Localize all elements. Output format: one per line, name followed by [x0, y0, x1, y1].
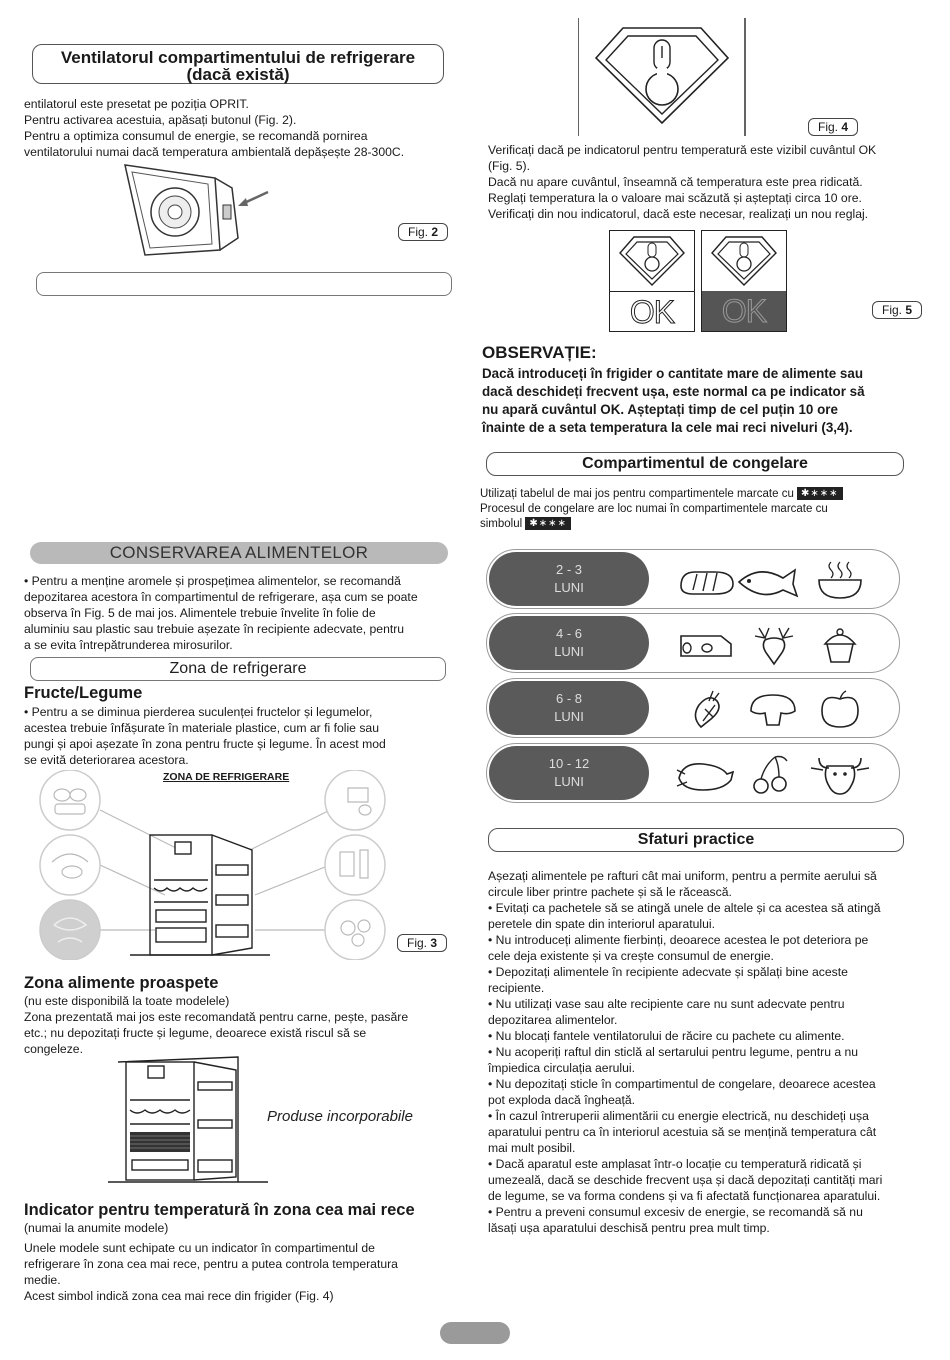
duration-unit: LUNI	[554, 644, 584, 659]
text-line: simbolul	[480, 518, 523, 530]
conservation-title: CONSERVAREA ALIMENTELOR	[30, 542, 448, 564]
freezer-stars-icon: ✱∗∗∗	[525, 517, 571, 530]
text-line: • Depozitați alimentele în recipiente adecvate și spălați bine aceste	[488, 965, 848, 979]
text-line: Utilizați tabelul de mai jos pentru compartimentele marcate cu	[480, 488, 794, 500]
freezer-row	[486, 613, 900, 673]
text-line: etc.; nu depozitați fructe și legume, deoarece există riscul să se	[24, 1026, 367, 1040]
text-line: se evită deteriorarea acestora.	[24, 753, 189, 767]
text-line: dacă deschideți frecvent ușa, este normal ca pe indicator să	[482, 384, 865, 399]
text-line: aluminiu sau plastic sau trebuie așezate în recipiente adecvate, pentru	[24, 622, 405, 636]
text-line: • Pentru a menține aromele și prospețimea alimentelor, se recomandă	[24, 574, 401, 588]
text-line: Așezați alimentele pe rafturi cât mai uniform, pentru a permite aerului să	[488, 869, 877, 883]
text-line: pungi și apoi așezate în zona pentru fructe și legume. În acest mod	[24, 737, 386, 751]
text-line: peretele din spate din interiorul aparatului.	[488, 917, 715, 931]
observation-text	[482, 365, 922, 437]
text-line: • Nu introduceți alimente fierbinți, deoarece acestea le pot deteriora pe	[488, 933, 869, 947]
duration-unit: LUNI	[554, 709, 584, 724]
fan-text	[24, 96, 454, 160]
built-in-caption: Produse incorporabile	[267, 1108, 413, 1125]
cheese-icon	[673, 622, 743, 666]
text-line: înainte de a seta temperatura la cele mai reci niveluri (3,4).	[482, 420, 853, 435]
verify-text	[488, 142, 928, 222]
cherries-icon	[737, 752, 807, 796]
text-line: congeleze.	[24, 1042, 83, 1056]
fresh-zone-text	[24, 993, 464, 1057]
text-line: Verificați dacă pe indicatorul pentru temperatură este vizibil cuvântul OK	[488, 143, 877, 157]
duration-range: 4 - 6	[555, 626, 582, 641]
text-line: Reglați temperatura la o valoare mai scăzută și așteptați circa 10 ore.	[488, 191, 862, 205]
fresh-zone-note: (nu este disponibilă la toate modelele)	[24, 994, 230, 1008]
text-line: (Fig. 5).	[488, 159, 530, 173]
text-line: • Pentru a se diminua pierderea suculenței fructelor și legumelor,	[24, 705, 373, 719]
text-line: recipiente.	[488, 981, 545, 995]
text-line: ventilatorului numai dacă temperatura ambientală depășește 28-300C.	[24, 145, 405, 159]
fan-title-line1: Ventilatorul compartimentului de refrigerare	[60, 48, 416, 67]
text-line: • Nu blocați fantele ventilatorului de răcire cu pachete cu alimente.	[488, 1029, 845, 1043]
ok-indicator-dark	[701, 230, 787, 332]
coldest-zone-symbol	[578, 18, 746, 136]
text-line: a se evita întrepătrunderea mirosurilor.	[24, 638, 233, 652]
text-line: • Nu acoperiți raftul din sticlă al sertarului pentru legume, pentru a nu	[488, 1045, 859, 1059]
freezer-row	[486, 743, 900, 803]
text-line: • Nu utilizați vase sau alte recipiente care nu sunt adecvate pentru	[488, 997, 845, 1011]
fruits-heading: Fructe/Legume	[24, 684, 143, 702]
fish-icon	[733, 558, 803, 602]
text-line: umezeală, dacă se deschide frecvent ușa și dacă depozitați cantități mari	[488, 1173, 883, 1187]
text-line: depozitarea acestora în compartimentul de refrigerare, așa cum se poate	[24, 590, 418, 604]
duration-range: 6 - 8	[555, 691, 582, 706]
fig-number: 4	[841, 120, 849, 134]
text-line: • Nu depozitați sticle în compartimentul de congelare, deoarece acestea	[488, 1077, 876, 1091]
storage-duration	[489, 746, 649, 800]
text-line: aparatului pentru ca în interiorul acestuia să se mențină temperatura cât	[488, 1125, 877, 1139]
indicator-symbol-icon	[702, 231, 786, 291]
fig-text: Fig.	[407, 936, 428, 950]
text-line: de legume, se va forma condens și va fi afectată funcționarea aparatului.	[488, 1189, 881, 1203]
fig2-label	[398, 223, 448, 241]
duration-range: 10 - 12	[548, 756, 590, 771]
text-line: Dacă nu apare cuvântul, înseamnă că temperatura este prea ridicată.	[488, 175, 863, 189]
indicator-symbol-icon	[610, 231, 694, 291]
fridge-zone-title: Zona de refrigerare	[30, 657, 446, 681]
fridge-zone-diagram-label: ZONA DE REFRIGERARE	[163, 771, 290, 783]
cow-icon	[805, 752, 875, 796]
text-line: entilatorul este presetat pe poziția OPRIT.	[24, 97, 249, 111]
page-number-pill	[440, 1322, 510, 1344]
text-line: observa în Fig. 5 de mai jos. Alimentele trebuie învelite în folie de	[24, 606, 376, 620]
soup-icon	[805, 558, 875, 602]
text-line: lăsați ușa aparatului deschisă pentru prea mult timp.	[488, 1221, 770, 1235]
apple-icon	[805, 687, 875, 731]
tips-title: Sfaturi practice	[488, 828, 904, 852]
indicator-heading: Indicator pentru temperatură în zona cea mai rece	[24, 1201, 415, 1219]
text-line: • Dacă aparatul este amplasat într-o locație cu temperatură ridicată și	[488, 1157, 862, 1171]
text-line: Pentru activarea acestuia, apăsați butonul (Fig. 2).	[24, 113, 297, 127]
fan-illustration	[120, 160, 280, 260]
text-line: mai mult posibil.	[488, 1141, 576, 1155]
fig-number: 5	[905, 303, 913, 317]
storage-duration	[489, 552, 649, 606]
text-line: Zona prezentată mai jos este recomandată pentru carne, pește, pasăre	[24, 1010, 409, 1024]
text-line: împiedica circulația aerului.	[488, 1061, 635, 1075]
fig-text: Fig.	[408, 225, 429, 239]
vegetables-icon	[673, 687, 743, 731]
fig-text: Fig.	[818, 120, 839, 134]
text-line: refrigerare în zona cea mai rece, pentru a putea controla temperatura	[24, 1257, 398, 1271]
built-in-fridge-illustration	[108, 1052, 278, 1192]
fruits-text	[24, 704, 464, 768]
text-line: Pentru a optimiza consumul de energie, se recomandă pornirea	[24, 129, 368, 143]
duration-unit: LUNI	[554, 774, 584, 789]
text-line: pot exploda dacă îngheață.	[488, 1093, 636, 1107]
fig-text: Fig.	[882, 303, 903, 317]
text-line: cele deja existente și va crește consumul de energie.	[488, 949, 774, 963]
empty-title-box	[36, 272, 452, 296]
text-line: circule liber printre pachete și să le răcească.	[488, 885, 732, 899]
freezer-title: Compartimentul de congelare	[486, 452, 904, 476]
text-line: • În cazul întreruperii alimentării cu energie electrică, nu deschideți ușa	[488, 1109, 869, 1123]
fig3-label	[397, 934, 447, 952]
text-line: acestea trebuie înfășurate în materiale plastice, cum ar fi folie sau	[24, 721, 379, 735]
fridge-zones-diagram	[30, 770, 400, 960]
storage-duration	[489, 616, 649, 670]
text-line: Dacă introduceți în frigider o cantitate mare de alimente sau	[482, 366, 863, 381]
text-line: depozitarea alimentelor.	[488, 1013, 618, 1027]
fig5-label	[872, 301, 922, 319]
text-line: Acest simbol indică zona cea mai rece din frigider (Fig. 4)	[24, 1289, 334, 1303]
freezer-row	[486, 549, 900, 609]
text-line: Procesul de congelare are loc numai în compartimentele marcate cu	[480, 503, 828, 515]
mushroom-icon	[739, 687, 809, 731]
fan-title-line2: (dacă există)	[186, 65, 290, 84]
duration-range: 2 - 3	[555, 562, 582, 577]
text-line: • Evitați ca pachetele să se atingă unele de altele și ca acestea să atingă	[488, 901, 881, 915]
storage-duration	[489, 681, 649, 735]
indicator-text	[24, 1220, 464, 1304]
fresh-zone-heading: Zona alimente proaspete	[24, 974, 219, 992]
chicken-icon	[669, 752, 739, 796]
text-line: • Pentru a preveni consumul excesiv de energie, se recomandă să nu	[488, 1205, 863, 1219]
fig-number: 3	[430, 936, 438, 950]
freezer-row	[486, 678, 900, 738]
duration-unit: LUNI	[554, 580, 584, 595]
fig4-label	[808, 118, 858, 136]
text-line: medie.	[24, 1273, 61, 1287]
fig-number: 2	[431, 225, 439, 239]
text-line: Unele modele sunt echipate cu un indicator în compartimentul de	[24, 1241, 375, 1255]
freezer-stars-icon: ✱∗∗∗	[797, 487, 843, 500]
text-line: nu apară cuvântul OK. Așteptați timp de cel puțin 10 ore	[482, 402, 838, 417]
conservation-text	[24, 573, 464, 653]
freezer-text	[480, 487, 920, 532]
deer-icon	[739, 622, 809, 666]
tips-text	[488, 868, 928, 1236]
observation-heading: OBSERVAȚIE:	[482, 343, 597, 362]
ok-text: OK	[610, 291, 694, 332]
cake-icon	[805, 622, 875, 666]
ok-indicator-visible	[609, 230, 695, 332]
indicator-note: (numai la anumite modele)	[24, 1221, 169, 1235]
ok-text: OK	[702, 291, 786, 331]
fan-section-title	[32, 44, 444, 84]
text-line: Verificați din nou indicatorul, dacă este necesar, realizați un nou reglaj.	[488, 207, 869, 221]
